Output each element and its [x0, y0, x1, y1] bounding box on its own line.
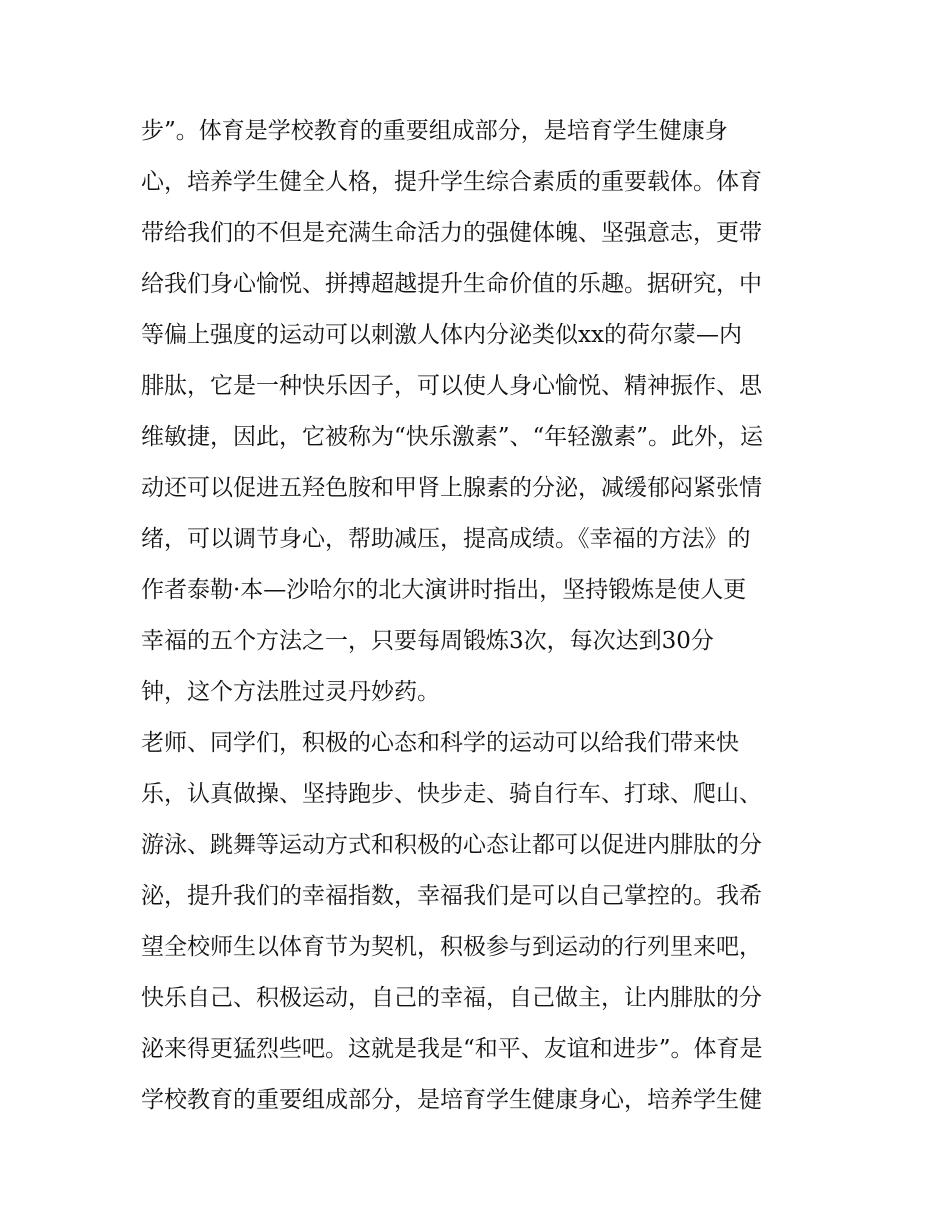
text-line: 腓肽，它是一种快乐因子，可以使人身心愉悦、精神振作、思 [141, 373, 762, 399]
body-text [141, 106, 821, 1126]
text-line: 维敏捷，因此，它被称为“快乐激素”、“年轻激素”。此外，运 [141, 424, 764, 450]
text-line: 带给我们的不但是充满生命活力的强健体魄、坚强意志，更带 [141, 220, 762, 246]
text-line: 绪，可以调节身心，帮助减压，提高成绩。《幸福的方法》的 [141, 526, 751, 552]
text-line: 游泳、跳舞等运动方式和积极的心态让都可以促进内腓肽的分 [141, 832, 762, 858]
text-line: 动还可以促进五羟色胺和甲肾上腺素的分泌，减缓郁闷紧张情 [141, 475, 762, 501]
text-line: 望全校师生以体育节为契机，积极参与到运动的行列里来吧， [141, 934, 762, 960]
text-line: 给我们身心愉悦、拼搏超越提升生命价值的乐趣。据研究，中 [141, 271, 762, 297]
text-line: 学校教育的重要组成部分，是培育学生健康身心，培养学生健 [141, 1087, 762, 1113]
text-line: 泌来得更猛烈些吧。这就是我是“和平、友谊和进步”。体育是 [141, 1036, 763, 1062]
text-line: 乐，认真做操、坚持跑步、快步走、骑自行车、打球、爬山、 [141, 781, 762, 807]
text-line: 泌，提升我们的幸福指数，幸福我们是可以自己掌控的。我希 [141, 883, 762, 909]
text-line: 心，培养学生健全人格，提升学生综合素质的重要载体。体育 [141, 169, 762, 195]
text-line: 钟，这个方法胜过灵丹妙药。 [141, 679, 440, 705]
text-line: 等偏上强度的运动可以刺激人体内分泌类似xx的荷尔蒙—内 [141, 322, 742, 348]
text-line: 老师、同学们，积极的心态和科学的运动可以给我们带来快 [141, 730, 739, 756]
text-line: 步”。体育是学校教育的重要组成部分，是培育学生健康身 [141, 118, 728, 144]
text-line: 幸福的五个方法之一，只要每周锻炼3次，每次达到30分 [141, 628, 714, 654]
text-line: 快乐自己、积极运动，自己的幸福，自己做主，让内腓肽的分 [141, 985, 762, 1011]
text-line: 作者泰勒·本—沙哈尔的北大演讲时指出，坚持锻炼是使人更 [141, 577, 747, 603]
